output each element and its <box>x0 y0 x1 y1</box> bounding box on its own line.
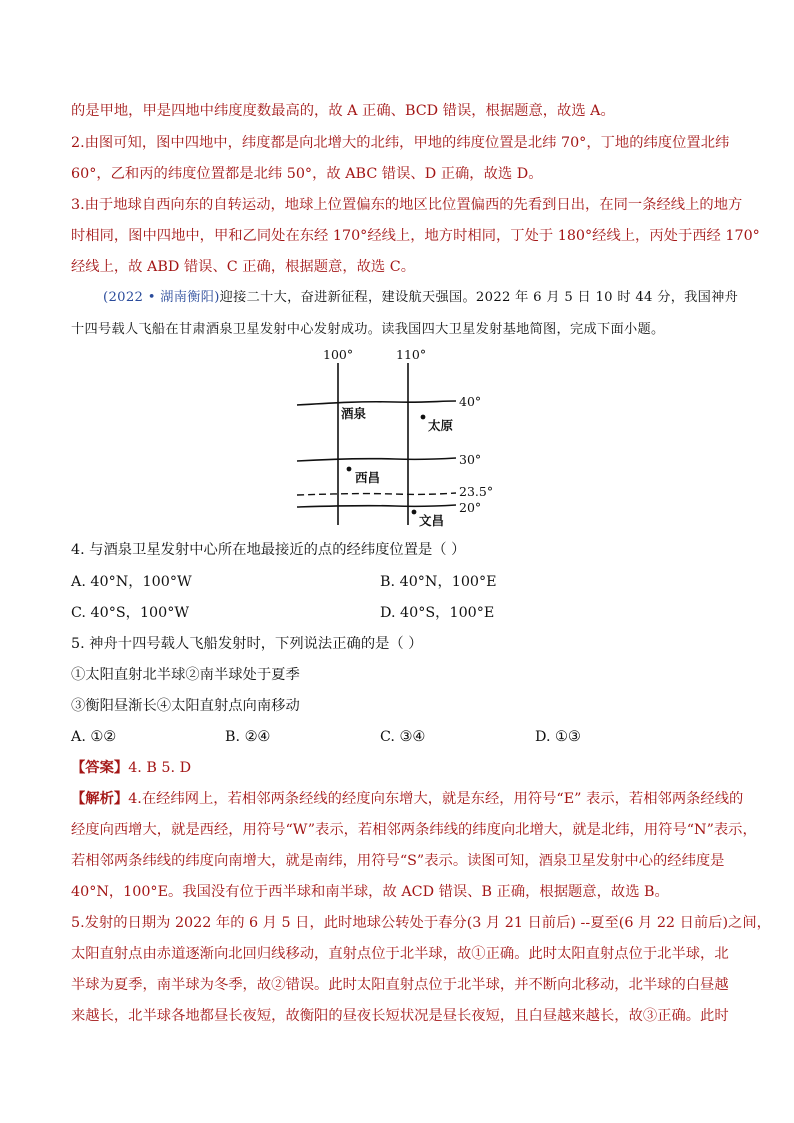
parallel-20 <box>297 505 456 507</box>
q5-statements-1: ①太阳直射北半球②南半球处于夏季 <box>71 667 300 683</box>
dot-wenchang <box>412 510 417 515</box>
parallel-40 <box>297 401 456 405</box>
lat-label-40: 40° <box>459 394 482 409</box>
q3-solution-line-2: 时相同，图中四地中，甲和乙同处在东经 170°经线上，地方时相同，丁处于 180°经线上，丙处于西经 170° <box>71 228 760 244</box>
q4-option-d: D. 40°S，100°E <box>380 605 495 621</box>
dot-taiyuan <box>421 415 426 420</box>
intro-line-2: 十四号载人飞船在甘肃酒泉卫星发射中心发射成功。读我国四大卫星发射基地简图，完成下面小题。 <box>71 322 665 337</box>
q5-stem: 5. 神舟十四号载人飞船发射时，下列说法正确的是（ ） <box>71 636 423 652</box>
analysis-line-8: 来越长，北半球各地都昼长夜短，故衡阳的昼夜长短状况是昼长夜短，且白昼越来越长，故③正确。此时 <box>71 1008 729 1024</box>
analysis-line-3: 若相邻两条纬线的纬度向南增大，就是南纬，用符号“S”表示。读图可知，酒泉卫星发射中心的经纬度是 <box>71 853 725 869</box>
analysis-line-1 <box>71 789 744 809</box>
lat-label-30: 30° <box>459 452 482 467</box>
lat-label-20: 20° <box>459 500 482 515</box>
q4-option-b: B. 40°N，100°E <box>380 574 497 590</box>
analysis-line-7: 半球为夏季，南半球为冬季，故②错误。此时太阳直射点位于北半球，并不断向北移动，北半球的白昼越 <box>71 977 729 993</box>
parallel-30 <box>297 458 456 461</box>
answer-label: 【答案】 <box>71 760 129 776</box>
map-grid <box>297 363 456 525</box>
q2-solution-line-1: 2.由图可知，图中四地中，纬度都是向北增大的北纬，甲地的纬度位置是北纬 70°，丁地的纬度位置北纬 <box>71 135 730 151</box>
analysis-line-4: 40°N，100°E。我国没有位于西半球和南半球，故 ACD 错误、B 正确，根据题意，故选 B。 <box>71 884 669 900</box>
lon-label-110: 110° <box>396 347 427 362</box>
place-xichang: 西昌 <box>355 470 381 485</box>
intro-text-1: 迎接二十大，奋进新征程，建设航天强国。2022 年 6 月 5 日 10 时 44 分，我国神舟 <box>219 290 739 305</box>
place-wenchang: 文昌 <box>419 513 445 528</box>
analysis-text-1: 4.在经纬网上，若相邻两条经线的经度向东增大，就是东经，用符号“E” 表示，若相邻两条经线的 <box>128 791 744 807</box>
q4-stem: 4. 与酒泉卫星发射中心所在地最接近的点的经纬度位置是（ ） <box>71 542 466 558</box>
q5-option-c: C. ③④ <box>380 729 426 745</box>
analysis-line-2: 经度向西增大，就是西经，用符号“W”表示，若相邻两条纬线的纬度向北增大，就是北纬，用符号“N”表示， <box>71 822 757 838</box>
place-taiyuan: 太原 <box>428 418 454 433</box>
q5-option-d: D. ①③ <box>535 729 581 745</box>
q4-option-c: C. 40°S，100°W <box>71 605 190 621</box>
q4-option-a: A. 40°N，100°W <box>71 574 192 590</box>
lat-label-23-5: 23.5° <box>459 484 494 499</box>
answer-text: 4. B 5. D <box>128 760 192 776</box>
answer-line <box>71 758 731 778</box>
dot-xichang <box>347 467 352 472</box>
prev-solution-line-1: 的是甲地，甲是四地中纬度度数最高的，故 A 正确、BCD 错误，根据题意，故选 A。 <box>71 103 615 119</box>
q5-option-b: B. ②④ <box>225 729 271 745</box>
q3-solution-line-3: 经线上，故 ABD 错误、C 正确，根据题意，故选 C。 <box>71 259 415 275</box>
intro-source: (2022 • 湖南衡阳) <box>103 290 220 305</box>
q5-statements-2: ③衡阳昼渐长④太阳直射点向南移动 <box>71 698 300 714</box>
place-jiuquan: 酒泉 <box>341 406 367 421</box>
analysis-line-6: 太阳直射点由赤道逐渐向北回归线移动，直射点位于北半球，故①正确。此时太阳直射点位于北半球，北 <box>71 946 729 962</box>
lon-label-100: 100° <box>323 347 354 362</box>
q3-solution-line-1: 3.由于地球自西向东的自转运动，地球上位置偏东的地区比位置偏西的先看到日出，在同一条经线上的地方 <box>71 197 743 213</box>
analysis-line-5: 5.发射的日期为 2022 年的 6 月 5 日，此时地球公转处于春分(3 月 21 日前后) --夏至(6 月 22 日前后)之间， <box>71 915 771 931</box>
parallel-23-5 <box>297 493 456 495</box>
intro-line-1 <box>103 288 763 308</box>
q2-solution-line-2: 60°，乙和丙的纬度位置都是北纬 50°，故 ABC 错误、D 正确，故选 D。 <box>71 166 543 182</box>
analysis-label: 【解析】 <box>71 791 129 807</box>
q5-option-a: A. ①② <box>71 729 117 745</box>
